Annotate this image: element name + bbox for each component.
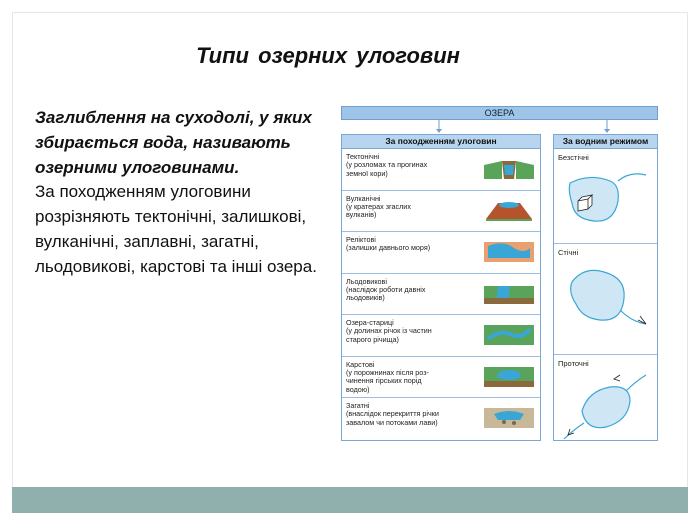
text-block — [35, 106, 325, 280]
origin-row — [342, 357, 540, 399]
origin-column — [341, 134, 541, 441]
regime-column-title: За водним режимом — [554, 135, 657, 149]
origin-row-label: Тектонічні (у розломах та прогинах земної кори) — [346, 152, 428, 178]
regime-row — [554, 149, 657, 244]
figure-connectors — [341, 120, 658, 134]
origin-row-label: Реліктові (залишки давнього моря) — [346, 235, 431, 253]
origin-column-title: За походженням улоговин — [342, 135, 540, 149]
origin-row — [342, 191, 540, 233]
origin-row — [342, 315, 540, 357]
body-text: За походженням улоговини розрізняють тектонічні, залишкові, вулканічні, заплавні, загатні, льодовикові, карстові та інші озера. — [35, 182, 317, 276]
regime-row-label: Безстічні — [558, 153, 589, 162]
origin-row — [342, 274, 540, 316]
regime-row — [554, 244, 657, 355]
origin-row-label: Вулканічні (у кратерах згаслих вулканів) — [346, 193, 411, 220]
origin-row-label: Льодовикові (наслідок роботи давніх льодовиків) — [346, 276, 426, 303]
figure-header: ОЗЕРА — [341, 106, 658, 120]
regime-row — [554, 355, 657, 442]
regime-row-label: Стічні — [558, 248, 579, 257]
regime-row-label: Проточні — [558, 359, 589, 368]
origin-row — [342, 149, 540, 191]
origin-row-label: Загатні (внаслідок перекриття річки завалом чи потоками лави) — [346, 401, 439, 427]
lakes-classification-figure — [341, 106, 658, 441]
origin-row — [342, 398, 540, 440]
footer-bar — [12, 487, 688, 513]
origin-row-label: Озера-стариці (у долинах річок із частин старого річища) — [346, 318, 432, 344]
slide-title: Типи озерних улоговин — [196, 43, 460, 68]
origin-row-label: Карстові (у порожнинах після роз- чинення гірських порід водою) — [346, 359, 429, 394]
origin-row — [342, 232, 540, 274]
definition-text: Заглиблення на суходолі, у яких збирається вода, називають озерними улоговинами. — [35, 108, 312, 177]
regime-column — [553, 134, 658, 441]
